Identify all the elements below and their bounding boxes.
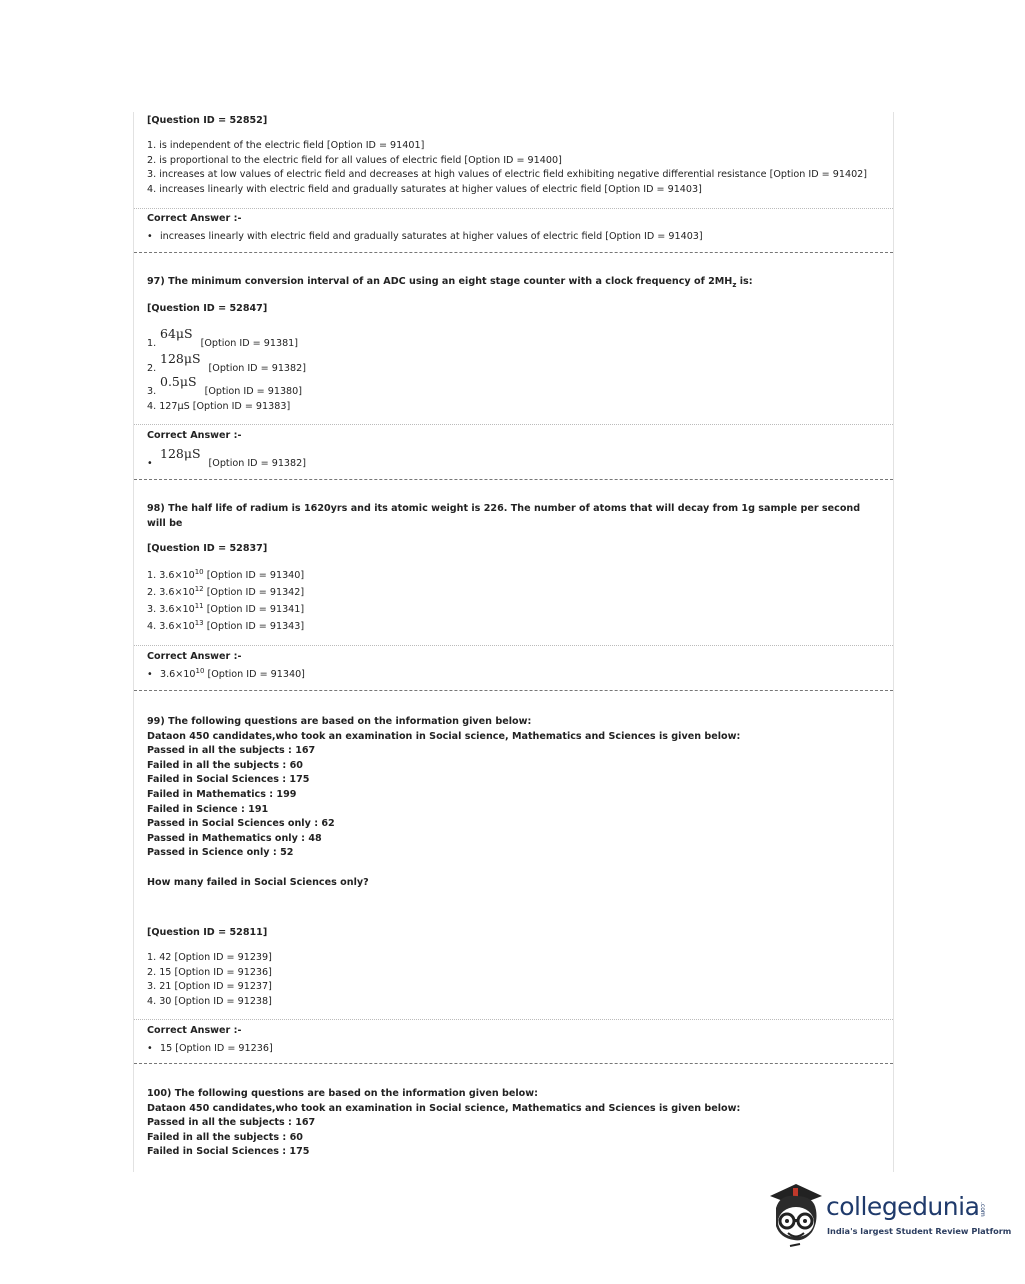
q97-option-4: 4. 127μS [Option ID = 91383] — [147, 401, 291, 412]
q97-options — [147, 326, 883, 415]
q97-question-id: [Question ID = 52847] — [147, 303, 268, 314]
q98-question: 98) The half life of radium is 1620yrs and its atomic weight is 226. The number of atoms that will decay from 1g sample per second will be — [147, 503, 861, 529]
q96-option-4: 4. increases linearly with electric field and gradually saturates at higher values of electric field [Option ID = 91403] — [147, 183, 702, 195]
question-separator — [134, 479, 893, 480]
q99-question-id: [Question ID = 52811] — [147, 927, 268, 938]
q99-option-2: 2. 15 [Option ID = 91236] — [147, 966, 272, 978]
divider — [134, 208, 893, 209]
logo-com: .com — [979, 1202, 986, 1217]
q99-option-4: 4. 30 [Option ID = 91238] — [147, 995, 272, 1007]
exam-sheet — [133, 112, 894, 1172]
q97-option-2: 2. 128μS [Option ID = 91382] — [147, 351, 306, 375]
q96-answer — [147, 230, 883, 245]
logo-tagline: India's largest Student Review Platform — [827, 1226, 1012, 1236]
q99-ask: How many failed in Social Sciences only? — [147, 877, 369, 888]
question-separator — [134, 1063, 893, 1064]
question-separator — [134, 252, 893, 253]
q99-options — [147, 951, 883, 1009]
q97-answer: • 128μS [Option ID = 91382] — [147, 447, 883, 472]
q98-question-id: [Question ID = 52837] — [147, 543, 268, 554]
q98-answer: • $3.6\times 10^{10}$ [Option ID = 91340] — [147, 668, 883, 683]
q98-option-1: 1. $3.6\times 10^{10}$ [Option ID = 91340] — [147, 567, 305, 581]
q96-option-1: 1. is independent of the electric field [Option ID = 91401] — [147, 140, 425, 151]
q97-answer-label: Correct Answer :- — [147, 430, 242, 441]
bullet-icon: • — [147, 669, 153, 680]
q97-option-1: 1. 64μS [Option ID = 91381] — [147, 326, 299, 350]
q98-option-4: 4. $3.6\times 10^{13}$ [Option ID = 91343] — [147, 618, 305, 632]
q99-option-1: 1. 42 [Option ID = 91239] — [147, 952, 272, 963]
bullet-icon: • — [147, 231, 153, 242]
q98-option-3: 3. $3.6\times 10^{11}$ [Option ID = 91341] — [147, 601, 305, 615]
logo-wordmark: collegedunia — [826, 1192, 980, 1221]
divider — [134, 424, 893, 425]
bullet-icon: • — [147, 458, 153, 470]
divider — [134, 1019, 893, 1020]
q96-question-id: [Question ID = 52852] — [147, 115, 268, 126]
q97-question: 97) The minimum conversion interval of an ADC using an eight stage counter with a clock frequency of $2MH_z$ is: — [147, 276, 753, 289]
question-separator — [134, 690, 893, 691]
mascot-icon — [766, 1178, 824, 1250]
q100-question: 100) The following questions are based on the information given below: Dataon 450 candidates,who took an examination in Social science, Mathematics and Sciences is given below: Passed in all the subjects : 167 Failed in all the subjects : 60 Failed in Social Sciences : 175 — [147, 1088, 741, 1158]
q96-answer-text: increases linearly with electric field and gradually saturates at higher values of electric field [Option ID = 91403] — [160, 231, 703, 242]
q96-option-3: 3. increases at low values of electric field and decreases at high values of electric field exhibiting negative differential resistance [Option ID = 91402] — [147, 169, 868, 181]
q99-option-3: 3. 21 [Option ID = 91237] — [147, 981, 272, 993]
q98-options — [147, 567, 883, 635]
divider — [134, 645, 893, 646]
q96-options — [147, 139, 883, 197]
q99-answer-label: Correct Answer :- — [147, 1025, 242, 1036]
q98-option-2: 2. $3.6\times 10^{12}$ [Option ID = 91342] — [147, 584, 305, 598]
q99-answer: • 15 [Option ID = 91236] — [147, 1042, 883, 1057]
q98-answer-label: Correct Answer :- — [147, 651, 242, 662]
q96-answer-label: Correct Answer :- — [147, 213, 242, 224]
q96-option-2: 2. is proportional to the electric field for all values of electric field [Option ID = 91400] — [147, 154, 562, 166]
bullet-icon: • — [147, 1043, 153, 1054]
q99-question: 99) The following questions are based on the information given below: Dataon 450 candidates,who took an examination in Social science, Mathematics and Sciences is given below: Passed in all the subjects : 167 Failed in all the subjects : 60 Failed in Social Sciences : 175 Failed in Mathematics : 199 Failed in Science : 191 Passed in Social Sciences only : 62 Passed in Mathematics only : 48 Passed in Science only : 52 — [147, 716, 741, 859]
q97-option-3: 3. 0.5μS [Option ID = 91380] — [147, 374, 303, 398]
collegedunia-logo[interactable] — [766, 1178, 1012, 1250]
